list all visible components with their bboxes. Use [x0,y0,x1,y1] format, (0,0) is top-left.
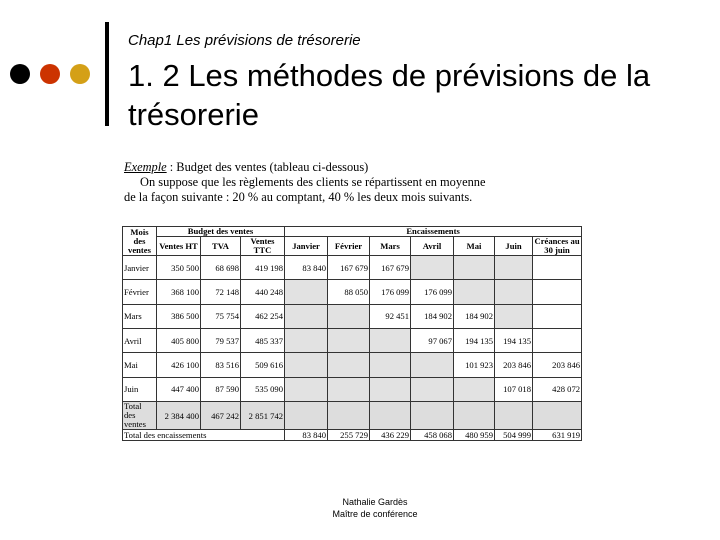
title-divider [105,22,109,126]
example-line-1: : Budget des ventes (tableau ci-dessous) [169,160,369,174]
row-encaissement [328,304,370,328]
table-cell [285,402,328,430]
total-ventes-label: Total des ventes [123,402,157,430]
table-row [123,353,582,377]
row-tva: 87 590 [201,377,241,401]
total-encaissements-row [123,430,582,441]
row-encaissement [328,328,370,352]
row-encaissement: 92 451 [370,304,411,328]
row-creance [533,304,582,328]
row-encaissement: 83 840 [285,256,328,280]
total-ventes-ht: 2 384 400 [157,402,201,430]
row-month: Janvier [123,256,157,280]
total-creances-value: 631 919 [533,430,582,441]
row-encaissement: 203 846 [495,353,533,377]
total-enc-value: 458 068 [411,430,454,441]
row-encaissement [454,256,495,280]
header-enc-month: Mars [370,237,411,256]
row-ttc: 419 198 [241,256,285,280]
row-encaissement: 167 679 [370,256,411,280]
row-ttc: 485 337 [241,328,285,352]
row-ttc: 440 248 [241,280,285,304]
row-encaissement [495,256,533,280]
total-enc-value: 436 229 [370,430,411,441]
total-enc-value: 255 729 [328,430,370,441]
example-line-2: On suppose que les règlements des clients se répartissent en moyenne [140,175,486,189]
table-cell [454,402,495,430]
total-ventes-tva: 467 242 [201,402,241,430]
header-ttc: Ventes TTC [241,237,285,256]
total-ventes-row [123,402,582,430]
bullet-dot-gold [70,64,90,84]
table-row [123,256,582,280]
row-creance: 203 846 [533,353,582,377]
row-tva: 79 537 [201,328,241,352]
row-tva: 68 698 [201,256,241,280]
header-row-1 [123,227,582,237]
header-enc-month: Avril [411,237,454,256]
row-month: Février [123,280,157,304]
row-creance [533,280,582,304]
row-encaissement [285,377,328,401]
row-month: Juin [123,377,157,401]
author-role: Maître de conférence [332,509,418,519]
header-enc-month: Juin [495,237,533,256]
row-month: Avril [123,328,157,352]
header-enc-month: Mai [454,237,495,256]
row-tva: 83 516 [201,353,241,377]
row-encaissement [411,377,454,401]
row-encaissement [370,328,411,352]
row-ttc: 462 254 [241,304,285,328]
row-encaissement [328,377,370,401]
table-row [123,280,582,304]
total-enc-value: 480 959 [454,430,495,441]
row-encaissement [495,280,533,304]
row-month: Mars [123,304,157,328]
table-cell [411,402,454,430]
header-creances: Créances au 30 juin [534,236,580,255]
row-encaissement: 97 067 [411,328,454,352]
row-encaissement: 176 099 [370,280,411,304]
row-ht: 350 500 [157,256,201,280]
header-budget: Budget des ventes [157,227,285,237]
table-row [123,304,582,328]
footer [300,496,450,520]
header-row-2 [123,237,582,256]
total-enc-value: 504 999 [495,430,533,441]
total-ventes-ttc: 2 851 742 [241,402,285,430]
header-enc-month: Février [328,237,370,256]
bullet-dot-black [10,64,30,84]
row-encaissement: 176 099 [411,280,454,304]
row-ttc: 509 616 [241,353,285,377]
row-encaissement [454,377,495,401]
row-encaissement [285,280,328,304]
row-encaissement [285,353,328,377]
row-tva: 72 148 [201,280,241,304]
scanned-example [122,158,582,442]
row-encaissement [495,304,533,328]
table-cell [495,402,533,430]
author-name: Nathalie Gardès [342,497,408,507]
example-line-3: de la façon suivante : 20 % au comptant, 40 % les deux mois suivants. [124,190,473,204]
row-encaissement [370,353,411,377]
row-encaissement [370,377,411,401]
table-body [123,256,582,402]
sales-budget-table [122,226,582,441]
chapter-heading: Chap1 Les prévisions de trésorerie [128,32,361,49]
total-enc-value: 83 840 [285,430,328,441]
row-encaissement: 194 135 [495,328,533,352]
slide-title: 1. 2 Les méthodes de prévisions de la trésorerie [128,58,651,132]
header-ht: Ventes HT [157,237,201,256]
table-cell [328,402,370,430]
row-encaissement: 184 902 [454,304,495,328]
row-ht: 368 100 [157,280,201,304]
header-mois: Mois des ventes [123,227,157,256]
table-cell [370,402,411,430]
example-label: Exemple [124,160,167,174]
row-encaissement [285,304,328,328]
row-encaissement [285,328,328,352]
row-encaissement: 194 135 [454,328,495,352]
row-ht: 405 800 [157,328,201,352]
table-cell [533,402,582,430]
example-text [124,160,582,205]
row-ttc: 535 090 [241,377,285,401]
row-encaissement: 107 018 [495,377,533,401]
bullet-dot-red [40,64,60,84]
header-tva: TVA [201,237,241,256]
total-enc-label: Total des encaissements [123,430,285,441]
row-creance: 428 072 [533,377,582,401]
bullet-dots [10,64,90,86]
row-encaissement: 184 902 [411,304,454,328]
row-month: Mai [123,353,157,377]
row-ht: 447 400 [157,377,201,401]
row-encaissement [328,353,370,377]
row-ht: 386 500 [157,304,201,328]
row-encaissement [411,256,454,280]
table-row [123,328,582,352]
table-row [123,377,582,401]
row-encaissement: 101 923 [454,353,495,377]
row-encaissement: 88 050 [328,280,370,304]
header-enc-month: Janvier [285,237,328,256]
row-creance [533,328,582,352]
row-encaissement [411,353,454,377]
row-creance [533,256,582,280]
row-tva: 75 754 [201,304,241,328]
row-encaissement [454,280,495,304]
row-encaissement: 167 679 [328,256,370,280]
header-encaissements: Encaissements [285,227,582,237]
row-ht: 426 100 [157,353,201,377]
